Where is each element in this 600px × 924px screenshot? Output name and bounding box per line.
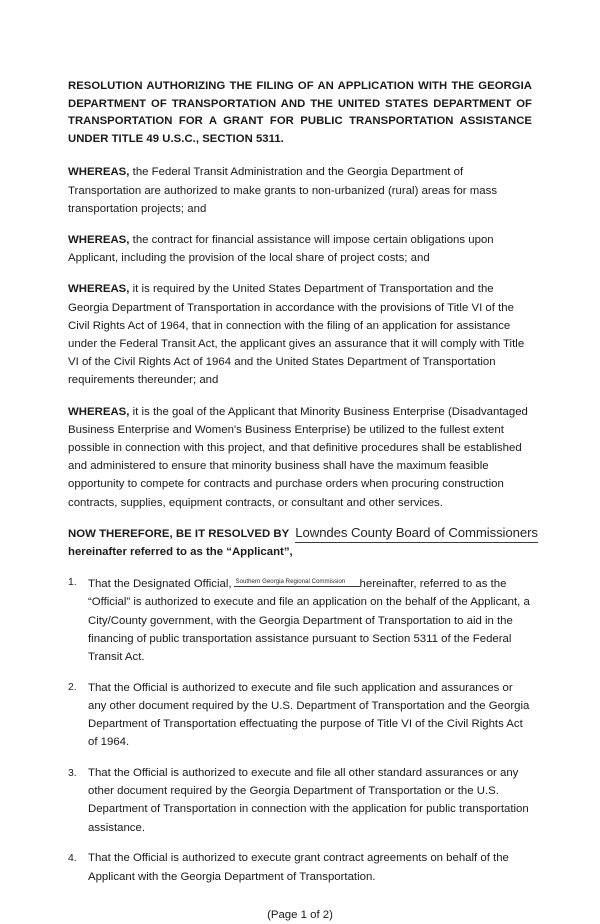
list-item-text-after-1: hereinafter, referred to as the “Official” is authorized to execute and file an application on the behalf of the Applicant, a City/County government, with the Georgia Department of Transportation to aid in the financing of public transportation assistance pursuant to Section 5311 of the Federal Transit Act. — [88, 578, 530, 664]
recital-paragraph-4 — [68, 403, 532, 512]
list-item-text-3: That the Official is authorized to execute and file all other standard assurances or any other document required by the Georgia Department of Transportation or the U.S. Department of Transportation in connection with the application for public transportation assistance. — [88, 767, 529, 834]
recital-lead-1: WHEREAS, — [68, 166, 130, 179]
list-item-number-1: 1. — [68, 576, 77, 588]
resolved-continuation: hereinafter referred to as the “Applicant”, — [68, 546, 293, 559]
applicant-name-field[interactable]: Lowndes County Board of Commissioners — [295, 525, 538, 543]
list-item-text-2: That the Official is authorized to execute and file such application and assurances or any other document required by the U.S. Department of Transportation and the Georgia Department of Transportation effectuating the purpose of Title VI of the Civil Rights Act of 1964. — [88, 681, 530, 749]
list-item-number-4: 4. — [68, 852, 77, 864]
list-item-text-before-1: That the Designated Official, — [88, 578, 232, 591]
recital-lead-3: WHEREAS, — [68, 283, 130, 296]
recital-paragraph-3 — [68, 280, 532, 389]
list-item — [68, 679, 532, 752]
recital-paragraph-2 — [68, 231, 532, 267]
designated-official-value: Southern Georgia Regional Commission — [235, 578, 346, 586]
resolved-clause-line — [68, 524, 538, 543]
document-body — [68, 78, 538, 924]
list-item-text-4: That the Official is authorized to execute grant contract agreements on behalf of the Applicant with the Georgia Department of Transportation. — [88, 852, 509, 883]
list-item — [68, 764, 532, 837]
resolved-label: NOW THEREFORE, BE IT RESOLVED BY — [68, 527, 290, 540]
resolution-items-list — [68, 573, 532, 886]
recital-text-3: it is required by the United States Department of Transportation and the Georgia Department of Transportation in accordance with the provisions of Title VI of the Civil Rights Act of 1964, that in connection with the filing of an application for assistance under the Federal Transit Act, the applicant gives an assurance that it will comply with Title VI of the Civil Rights Act of 1964 and the United States Department of Transportation requirements thereunder; and — [68, 283, 525, 387]
recital-lead-4: WHEREAS, — [68, 405, 130, 418]
list-item-number-3: 3. — [68, 767, 77, 779]
list-item — [68, 849, 532, 885]
document-title: RESOLUTION AUTHORIZING THE FILING OF AN APPLICATION WITH THE GEORGIA DEPARTMENT OF TRANSPORTATION AND THE UNITED STATES DEPARTMENT OF TRANSPORTATION FOR A GRANT FOR PUBLIC TRANSPORTATION ASSISTANCE UNDER TITLE 49 U.S.C., SECTION 5311. — [68, 80, 532, 145]
recital-paragraph-1 — [68, 163, 532, 218]
designated-official-field[interactable] — [234, 573, 360, 587]
list-item — [68, 573, 532, 666]
page-footer: (Page 1 of 2) — [267, 908, 333, 921]
recital-text-4: it is the goal of the Applicant that Minority Business Enterprise (Disadvantaged Business Enterprise and Women's Business Enterprise) be utilized to the fullest extent possible in connection with this project, and that definitive procedures shall be established and administered to ensure that minority business shall have the maximum feasible opportunity to compete for contracts and purchase orders when procuring construction contracts, supplies, equipment contracts, or consultant and other services. — [68, 405, 528, 509]
list-item-number-2: 2. — [68, 682, 77, 694]
recital-text-2: the contract for financial assistance will impose certain obligations upon Applicant, including the provision of the local share of project costs; and — [68, 233, 494, 265]
resolved-clause — [68, 524, 538, 561]
recital-text-1: the Federal Transit Administration and the Georgia Department of Transportation are authorized to make grants to non-urbanized (rural) areas for mass transportation projects; and — [68, 166, 498, 215]
recital-lead-2: WHEREAS, — [68, 233, 130, 246]
